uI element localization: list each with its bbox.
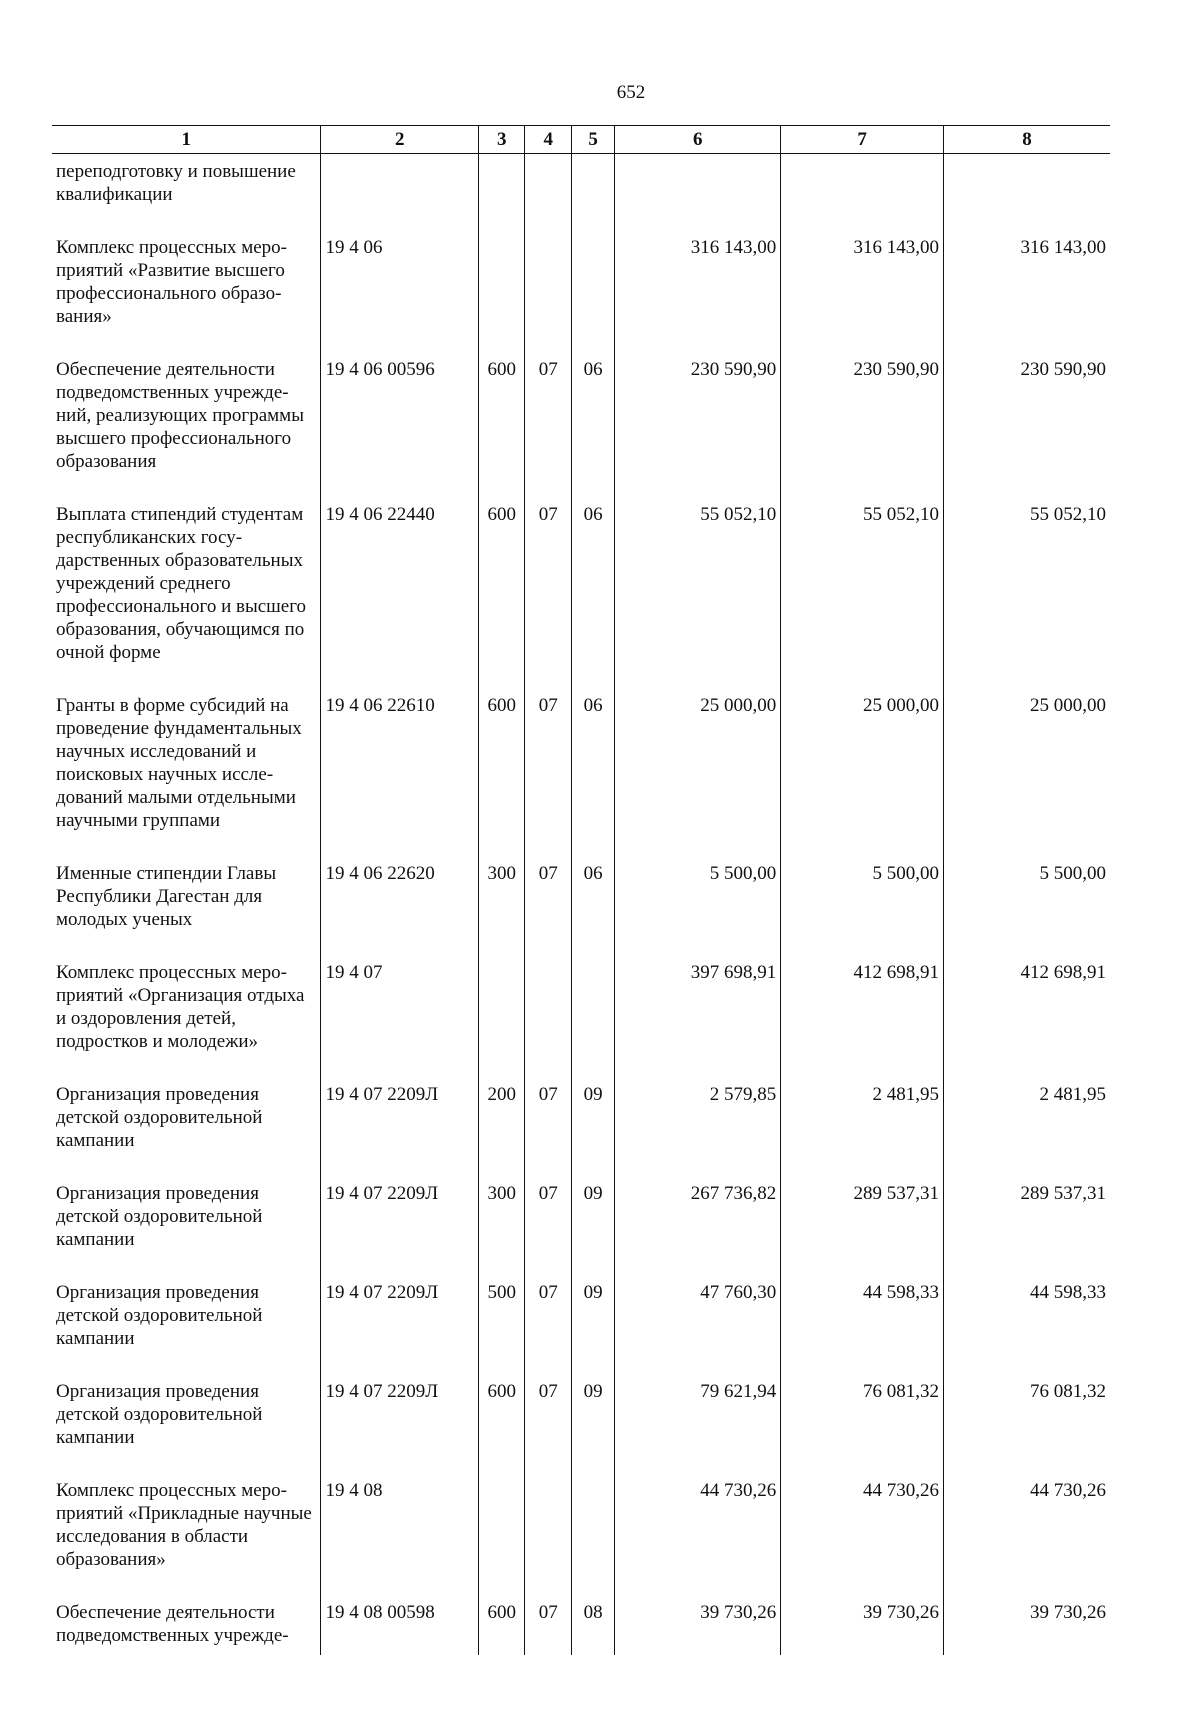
amount-col6-cell: 47 760,30: [615, 1281, 781, 1380]
target-code-cell: [321, 154, 478, 237]
expense-type-cell: 600: [478, 358, 525, 503]
amount-col7-cell: 39 730,26: [781, 1601, 944, 1655]
target-code-cell: 19 4 06 22620: [321, 862, 478, 961]
subsection-cell: [571, 1479, 614, 1601]
subsection-cell: 06: [571, 862, 614, 961]
page-number: 652: [616, 82, 646, 103]
subsection-cell: 06: [571, 358, 614, 503]
amount-col6-cell: 39 730,26: [615, 1601, 781, 1655]
amount-col8-cell: 412 698,91: [944, 961, 1111, 1083]
amount-col7-cell: 5 500,00: [781, 862, 944, 961]
expense-type-cell: 300: [478, 862, 525, 961]
amount-col6-cell: 25 000,00: [615, 694, 781, 862]
section-cell: [525, 1479, 572, 1601]
target-code-cell: 19 4 08: [321, 1479, 478, 1601]
item-name-cell: Именные стипендии Главы Республики Дагестан для молодых ученых: [56, 863, 277, 930]
amount-col6-cell: 267 736,82: [615, 1182, 781, 1281]
column-header-4: 4: [525, 126, 572, 154]
amount-col8-cell: 230 590,90: [944, 358, 1111, 503]
item-name-cell: переподготовку и повышение квалификации: [56, 161, 296, 205]
item-name-cell: Комплекс процессных мероприятий «Прикладные научные исследования в области образования»: [56, 1480, 312, 1570]
amount-col6-cell: [615, 154, 781, 237]
table-row: [52, 694, 1110, 862]
amount-col7-cell: 44 730,26: [781, 1479, 944, 1601]
amount-col8-cell: 2 481,95: [944, 1083, 1111, 1182]
table-row: [52, 1380, 1110, 1479]
column-header-7: 7: [781, 126, 944, 154]
section-cell: 07: [525, 1601, 572, 1655]
item-name-cell: Выплата стипендий студентам республиканских государственных образовательных учреждений среднего профессионального и высшего образования, обучающимся по очной форме: [56, 504, 307, 663]
amount-col6-cell: 2 579,85: [615, 1083, 781, 1182]
item-name-cell: Обеспечение деятельности подведомственных учреждений, реализующих программы высшего профессионального образования: [56, 359, 304, 472]
subsection-cell: 09: [571, 1380, 614, 1479]
amount-col6-cell: 79 621,94: [615, 1380, 781, 1479]
amount-col8-cell: 25 000,00: [944, 694, 1111, 862]
table-row: [52, 1182, 1110, 1281]
amount-col8-cell: 316 143,00: [944, 236, 1111, 358]
table-row: [52, 503, 1110, 694]
column-header-1: 1: [52, 126, 321, 154]
section-cell: 07: [525, 1380, 572, 1479]
expense-type-cell: 600: [478, 694, 525, 862]
section-cell: 07: [525, 862, 572, 961]
column-header-2: 2: [321, 126, 478, 154]
table-row: [52, 1281, 1110, 1380]
target-code-cell: 19 4 06: [321, 236, 478, 358]
amount-col7-cell: 316 143,00: [781, 236, 944, 358]
table-row: [52, 961, 1110, 1083]
section-cell: 07: [525, 1182, 572, 1281]
amount-col8-cell: [944, 154, 1111, 237]
item-name-cell: Организация проведения детской оздоровительной кампании: [56, 1183, 263, 1250]
amount-col8-cell: 76 081,32: [944, 1380, 1111, 1479]
amount-col6-cell: 44 730,26: [615, 1479, 781, 1601]
table-row: [52, 1479, 1110, 1601]
section-cell: 07: [525, 503, 572, 694]
item-name-cell: Организация проведения детской оздоровительной кампании: [56, 1381, 263, 1448]
item-name-cell: Обеспечение деятельности подведомственных учрежде-: [56, 1602, 289, 1646]
expense-type-cell: 600: [478, 1601, 525, 1655]
item-name-cell: Гранты в форме субсидий на проведение фундаментальных научных исследований и поисковых научных исследований малыми отдельными научными группами: [56, 695, 302, 831]
item-name-cell: Комплекс процессных мероприятий «Развитие высшего профессионального образования»: [56, 237, 287, 327]
subsection-cell: [571, 154, 614, 237]
expense-type-cell: [478, 154, 525, 237]
amount-col6-cell: 230 590,90: [615, 358, 781, 503]
table-row: [52, 236, 1110, 358]
column-header-5: 5: [571, 126, 614, 154]
expense-type-cell: 600: [478, 1380, 525, 1479]
target-code-cell: 19 4 08 00598: [321, 1601, 478, 1655]
item-name-cell: Организация проведения детской оздоровительной кампании: [56, 1084, 263, 1151]
table-header-row: [52, 126, 1110, 154]
target-code-cell: 19 4 06 22440: [321, 503, 478, 694]
section-cell: [525, 154, 572, 237]
amount-col7-cell: [781, 154, 944, 237]
expense-type-cell: [478, 961, 525, 1083]
amount-col8-cell: 39 730,26: [944, 1601, 1111, 1655]
column-header-3: 3: [478, 126, 525, 154]
amount-col7-cell: 412 698,91: [781, 961, 944, 1083]
subsection-cell: 06: [571, 503, 614, 694]
amount-col7-cell: 44 598,33: [781, 1281, 944, 1380]
expense-type-cell: 300: [478, 1182, 525, 1281]
expense-type-cell: [478, 236, 525, 358]
amount-col6-cell: 55 052,10: [615, 503, 781, 694]
amount-col8-cell: 5 500,00: [944, 862, 1111, 961]
item-name-cell: Организация проведения детской оздоровительной кампании: [56, 1282, 263, 1349]
amount-col7-cell: 2 481,95: [781, 1083, 944, 1182]
expense-type-cell: 600: [478, 503, 525, 694]
amount-col8-cell: 44 730,26: [944, 1479, 1111, 1601]
section-cell: 07: [525, 1281, 572, 1380]
table-row: [52, 862, 1110, 961]
table-row: [52, 154, 1110, 237]
subsection-cell: 06: [571, 694, 614, 862]
expense-type-cell: 200: [478, 1083, 525, 1182]
amount-col8-cell: 44 598,33: [944, 1281, 1111, 1380]
table-row: [52, 1601, 1110, 1655]
amount-col8-cell: 289 537,31: [944, 1182, 1111, 1281]
section-cell: 07: [525, 1083, 572, 1182]
subsection-cell: 09: [571, 1083, 614, 1182]
item-name-cell: Комплекс процессных мероприятий «Организация отдыха и оздоровления детей, подростков и молодежи»: [56, 962, 305, 1052]
subsection-cell: 08: [571, 1601, 614, 1655]
target-code-cell: 19 4 07: [321, 961, 478, 1083]
table-row: [52, 1083, 1110, 1182]
section-cell: [525, 236, 572, 358]
target-code-cell: 19 4 06 00596: [321, 358, 478, 503]
expense-type-cell: 500: [478, 1281, 525, 1380]
subsection-cell: 09: [571, 1281, 614, 1380]
target-code-cell: 19 4 07 2209Л: [321, 1182, 478, 1281]
target-code-cell: 19 4 07 2209Л: [321, 1083, 478, 1182]
amount-col7-cell: 55 052,10: [781, 503, 944, 694]
amount-col6-cell: 316 143,00: [615, 236, 781, 358]
expense-type-cell: [478, 1479, 525, 1601]
section-cell: 07: [525, 358, 572, 503]
subsection-cell: [571, 961, 614, 1083]
table-row: [52, 358, 1110, 503]
amount-col8-cell: 55 052,10: [944, 503, 1111, 694]
target-code-cell: 19 4 07 2209Л: [321, 1281, 478, 1380]
budget-table: [52, 125, 1110, 1655]
amount-col7-cell: 25 000,00: [781, 694, 944, 862]
target-code-cell: 19 4 06 22610: [321, 694, 478, 862]
column-header-8: 8: [944, 126, 1111, 154]
amount-col7-cell: 230 590,90: [781, 358, 944, 503]
subsection-cell: [571, 236, 614, 358]
section-cell: 07: [525, 694, 572, 862]
table-body: [52, 154, 1110, 1656]
column-header-6: 6: [615, 126, 781, 154]
target-code-cell: 19 4 07 2209Л: [321, 1380, 478, 1479]
amount-col6-cell: 397 698,91: [615, 961, 781, 1083]
amount-col6-cell: 5 500,00: [615, 862, 781, 961]
section-cell: [525, 961, 572, 1083]
subsection-cell: 09: [571, 1182, 614, 1281]
amount-col7-cell: 76 081,32: [781, 1380, 944, 1479]
amount-col7-cell: 289 537,31: [781, 1182, 944, 1281]
